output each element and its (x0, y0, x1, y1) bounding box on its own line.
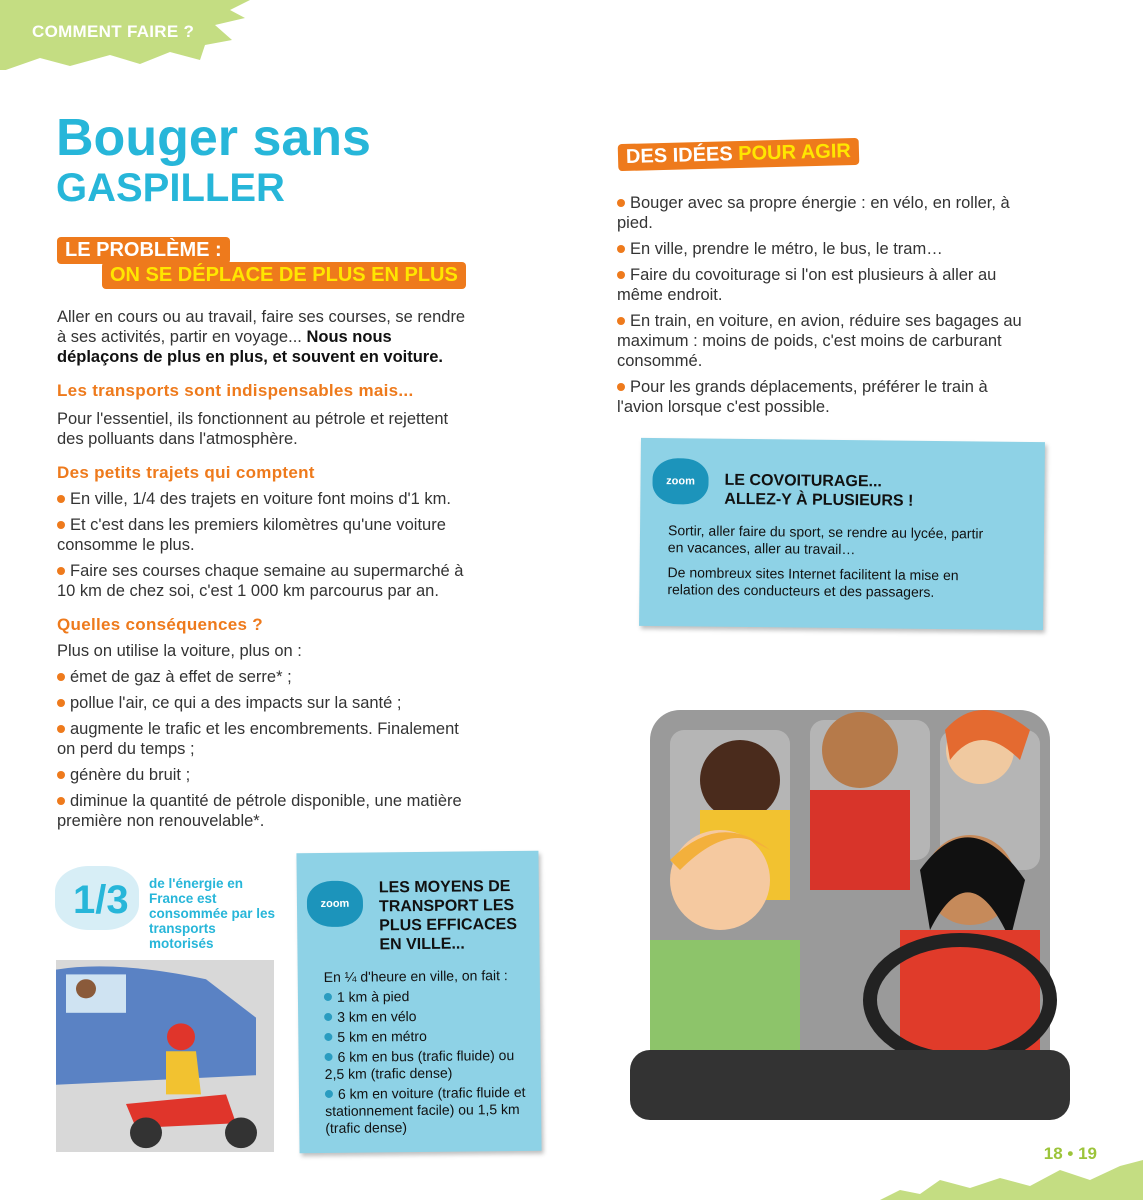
zoom-box-transport (296, 851, 541, 1154)
list-item: 6 km en voiture (trafic fluide et stationnement facile) ou 1,5 km (trafic dense) (325, 1083, 526, 1136)
list-item: 5 km en métro (324, 1027, 534, 1046)
zoom-box-covoiturage (639, 438, 1045, 630)
ideas-label: DES IDÉES (625, 143, 739, 168)
section-heading: Des petits trajets qui comptent (57, 463, 315, 482)
section-tag: COMMENT FAIRE ? (32, 22, 195, 41)
section-text: Plus on utilise la voiture, plus on : (57, 642, 302, 660)
section-text: Pour l'essentiel, ils fonctionnent au pétrole et rejettent des polluants dans l'atmosphère. (57, 410, 449, 448)
list-item: 1 km à pied (324, 987, 534, 1006)
list-item: En ville, 1/4 des trajets en voiture font moins d'1 km. (57, 489, 477, 509)
zoom-badge: zoom (307, 881, 363, 928)
scooter-illustration (56, 960, 274, 1152)
section-heading: Les transports sont indispensables mais... (57, 381, 414, 400)
zoom-box-title: LE COVOITURAGE... ALLEZ-Y À PLUSIEURS ! (724, 471, 914, 510)
list-item: Faire ses courses chaque semaine au supermarché à 10 km de chez soi, c'est 1 000 km parcourus par an. (57, 562, 464, 600)
title-line-1: Bouger sans (56, 109, 371, 167)
page-numbers: 18 • 19 (1043, 1144, 1097, 1163)
left-column (57, 307, 477, 831)
stat-text: de l'énergie en France est consommée par les transports motorisés (149, 876, 281, 951)
ideas-label-highlight: POUR AGIR (737, 140, 852, 166)
list-item: Faire du covoiturage si l'on est plusieurs à aller au même endroit. (617, 266, 997, 304)
title-line-2: GASPILLER (56, 166, 285, 210)
carpool-illustration (630, 670, 1070, 1130)
list-item: Bouger avec sa propre énergie : en vélo, en roller, à pied. (617, 194, 1010, 232)
list-item: pollue l'air, ce qui a des impacts sur la santé ; (57, 693, 477, 713)
zoom-box-title: LES MOYENS DE TRANSPORT LES PLUS EFFICACES EN VILLE... (378, 878, 518, 954)
ideas-ribbon (618, 138, 859, 171)
green-splash-decoration (880, 1160, 1143, 1200)
list-item: 6 km en bus (trafic fluide) ou 2,5 km (trafic dense) (324, 1047, 515, 1082)
page-title (56, 109, 371, 210)
list-item: Pour les grands déplacements, préférer le train à l'avion lorsque c'est possible. (617, 378, 988, 416)
intro-paragraph: Aller en cours ou au travail, faire ses courses, se rendre à ses activités, partir en voyage... Nous nous déplaçons de plus en plus, et souvent en voiture. (57, 308, 466, 366)
ideas-list (617, 187, 1037, 417)
list-item: augmente le trafic et les encombrements. Finalement on perd du temps ; (57, 720, 459, 758)
problem-label: LE PROBLÈME : (57, 237, 230, 264)
problem-ribbon (57, 237, 466, 289)
list-item: 3 km en vélo (324, 1007, 534, 1026)
zoom-box-content: Sortir, aller faire du sport, se rendre au lycée, partir en vacances, aller au travail… De nombreux sites Internet facilitent la mise en relation des conducteurs et des passagers. (667, 522, 984, 600)
list-item: En ville, prendre le métro, le bus, le tram… (617, 239, 1037, 259)
list-item: En train, en voiture, en avion, réduire ses bagages au maximum : moins de poids, c'est moins de carburant consommé. (617, 312, 1022, 370)
list-item: diminue la quantité de pétrole disponible, une matière première non renouvelable*. (57, 792, 462, 830)
list-item: émet de gaz à effet de serre* ; (57, 667, 477, 687)
stat-value: 1/3 (73, 878, 129, 922)
problem-subtitle: ON SE DÉPLACE DE PLUS EN PLUS (102, 262, 466, 289)
zoom-badge: zoom (652, 458, 708, 505)
section-heading: Quelles conséquences ? (57, 615, 263, 634)
list-item: génère du bruit ; (57, 765, 477, 785)
list-item: Et c'est dans les premiers kilomètres qu'une voiture consomme le plus. (57, 516, 446, 554)
zoom-box-content: En ¼ d'heure en ville, on fait : 1 km à pied 3 km en vélo 5 km en métro 6 km en bus (trafic fluide) ou 2,5 km (trafic dense) 6 km en voiture (trafic fluide et stationnement facile) ou 1,5 km (trafic dense) (324, 967, 536, 1137)
